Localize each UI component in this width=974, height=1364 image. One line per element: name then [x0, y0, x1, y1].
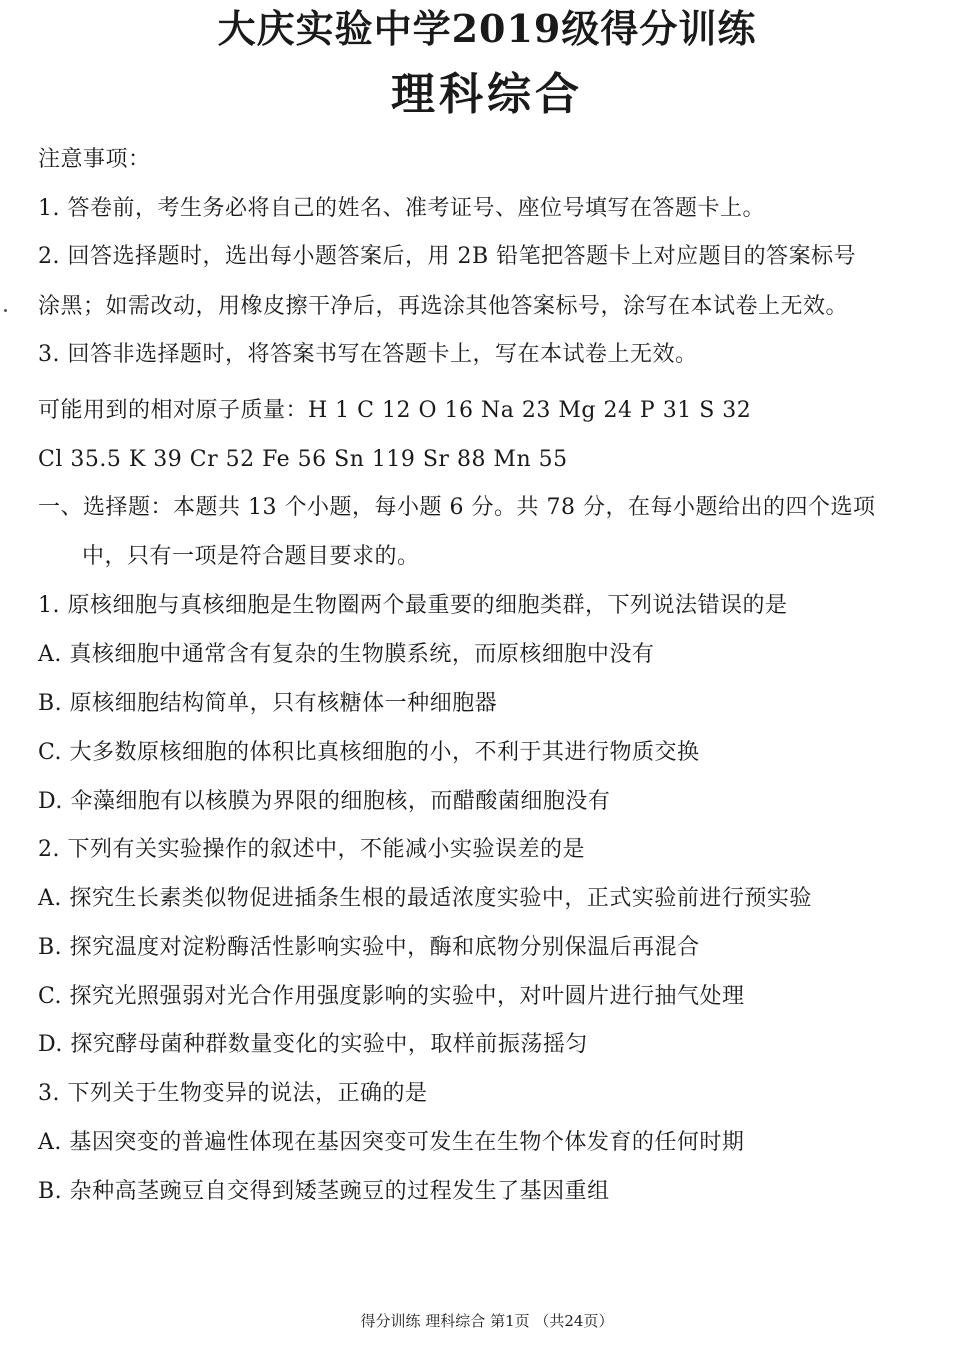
question-option: A. 基因突变的普遍性体现在基因突变可发生在生物个体发育的任何时期 — [38, 1130, 745, 1155]
question-option: C. 大多数原核细胞的体积比真核细胞的小，不利于其进行物质交换 — [38, 740, 700, 765]
notice-item: 2. 回答选择题时，选出每小题答案后，用 2B 铅笔把答题卡上对应题目的答案标号 — [38, 244, 857, 269]
question-option: D. 探究酵母菌种群数量变化的实验中，取样前振荡摇匀 — [38, 1032, 588, 1057]
question-stem: 1. 原核细胞与真核细胞是生物圈两个最重要的细胞类群，下列说法错误的是 — [38, 593, 788, 618]
page-footer: 得分训练 理科综合 第1页 （共24页） — [360, 1312, 614, 1330]
question-stem: 2. 下列有关实验操作的叙述中，不能减小实验误差的是 — [38, 837, 585, 862]
atomic-mass-line: Cl 35.5 K 39 Cr 52 Fe 56 Sn 119 Sr 88 Mn 55 — [38, 447, 568, 472]
notice-item: 3. 回答非选择题时，将答案书写在答题卡上，写在本试卷上无效。 — [38, 342, 698, 367]
question-option: A. 探究生长素类似物促进插条生根的最适浓度实验中，正式实验前进行预实验 — [38, 886, 812, 911]
section-heading-cont: 中，只有一项是符合题目要求的。 — [82, 544, 420, 569]
notice-heading: 注意事项： — [38, 147, 151, 172]
atomic-mass-line: 可能用到的相对原子质量：H 1 C 12 O 16 Na 23 Mg 24 P 31 S 32 — [38, 398, 752, 423]
question-option: B. 探究温度对淀粉酶活性影响实验中，酶和底物分别保温后再混合 — [38, 935, 700, 960]
notice-item: 涂黑；如需改动，用橡皮擦干净后，再选涂其他答案标号，涂写在本试卷上无效。 — [38, 294, 849, 319]
notice-item: 1. 答卷前，考生务必将自己的姓名、准考证号、座位号填写在答题卡上。 — [38, 196, 765, 221]
scan-speck — [4, 309, 7, 312]
question-option: B. 原核细胞结构简单，只有核糖体一种细胞器 — [38, 691, 498, 716]
question-stem: 3. 下列关于生物变异的说法，正确的是 — [38, 1081, 428, 1106]
exam-subject: 理科综合 — [391, 69, 583, 120]
question-option: D. 伞藻细胞有以核膜为界限的细胞核，而醋酸菌细胞没有 — [38, 789, 611, 814]
section-heading: 一、选择题：本题共 13 个小题，每小题 6 分。共 78 分，在每小题给出的四个选项 — [38, 495, 876, 520]
question-option: B. 杂种高茎豌豆自交得到矮茎豌豆的过程发生了基因重组 — [38, 1179, 610, 1204]
exam-title: 大庆实验中学2019级得分训练 — [217, 6, 757, 51]
question-option: C. 探究光照强弱对光合作用强度影响的实验中，对叶圆片进行抽气处理 — [38, 984, 745, 1009]
question-option: A. 真核细胞中通常含有复杂的生物膜系统，而原核细胞中没有 — [38, 642, 655, 667]
